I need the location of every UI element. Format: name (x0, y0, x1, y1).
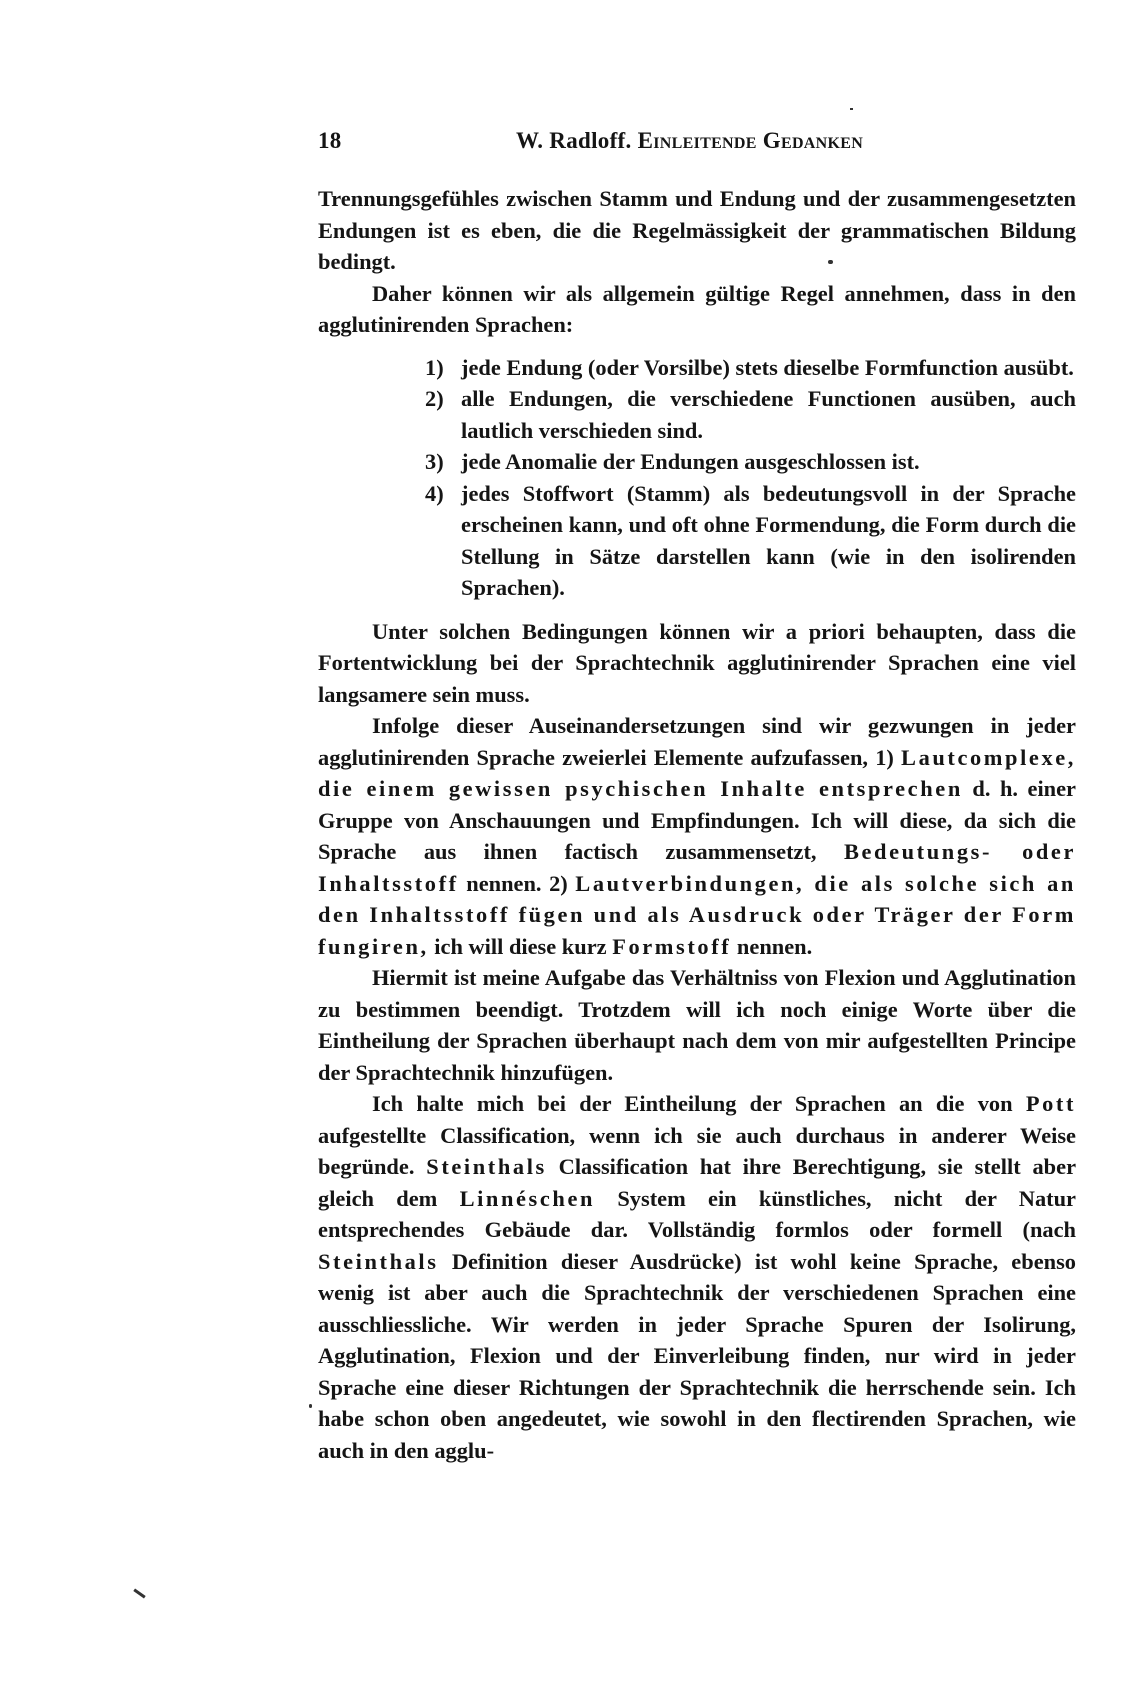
list-number: 3) (425, 449, 444, 474)
page-number: 18 (318, 128, 342, 153)
spaced-term: Lautverbindungen, die als solche sich an den Inhaltsstoff fügen und als Ausdruck oder Träger der Form fungiren, (318, 870, 1076, 959)
text-run: Infolge dieser Auseinandersetzungen sind wir gezwungen in jeder agglutinirenden Sprache zweierlei Elemente aufzufassen, 1) (318, 713, 1076, 770)
scan-speck (309, 1404, 312, 1408)
list-item (318, 383, 1076, 446)
list-item (318, 478, 1076, 604)
list-text: jedes Stoffwort (Stamm) als bedeutungsvoll in der Sprache erscheinen kann, und oft ohne Formendung, die Form durch die Stellung in Sätze darstellen kann (wie in den isolirenden Sprachen). (461, 480, 1076, 600)
spaced-term: Bedeutungs- oder Inhaltsstoff (318, 839, 1076, 896)
scan-speck (828, 260, 833, 264)
spaced-name: Steinthals (318, 1248, 439, 1274)
list-text: jede Endung (oder Vorsilbe) stets dieselbe Formfunction ausübt. (461, 354, 1074, 380)
list-text: jede Anomalie der Endungen ausgeschlossen ist. (461, 449, 920, 474)
text-run: nennen. 2) (458, 870, 576, 896)
text-run: d. h. einer Gruppe von Anschauungen und Empfindungen. Ich will diese, da sich die Sprache aus ihnen factisch zusammensetzt, (318, 776, 1076, 864)
list-item (318, 446, 1076, 478)
rules-list (318, 352, 1076, 604)
header-section-title: Einleitende Gedanken (637, 128, 864, 153)
list-number: 2) (425, 386, 444, 411)
paragraph-2: Daher können wir als allgemein gültige Regel annehmen, dass in den agglutinirenden Sprachen: (318, 280, 1076, 337)
text-run: Classification hat ihre Berechtigung, sie stellt aber gleich dem (318, 1154, 1077, 1211)
paragraph-6 (318, 1088, 1076, 1466)
spaced-name: Steinthals (426, 1154, 547, 1179)
text-run: Ich halte mich bei der Eintheilung der Sprachen an die von (372, 1091, 1026, 1116)
body-text (318, 183, 1076, 1466)
spaced-name: Pott (1025, 1091, 1076, 1116)
list-number: 4) (425, 480, 444, 506)
list-item (318, 352, 1076, 384)
paragraph-3: Unter solchen Bedingungen können wir a priori behaupten, dass die Fortentwicklung bei der Sprachtechnik agglutinirender Sprachen eine viel langsamere sein muss. (318, 618, 1076, 707)
header-author: W. Radloff. (516, 128, 632, 153)
paragraph-5: Hiermit ist meine Aufgabe das Verhältniss von Flexion und Agglutination zu bestimmen beendigt. Trotzdem will ich noch einige Worte über die Eintheilung der Sprachen überhaupt nach dem von mir aufgestellten Principe der Sprachtechnik hinzufügen. (318, 965, 1076, 1085)
spaced-term: Lautcomplexe, die einem gewissen psychischen Inhalte entsprechen (318, 744, 1076, 801)
scan-mark (133, 1589, 145, 1599)
scan-speck (850, 108, 853, 110)
paragraph-1: Trennungsgefühles zwischen Stamm und Endung und der zusammengesetzten Endungen ist es eben, die die Regelmässigkeit der grammatischen Bildung bedingt. (318, 186, 1076, 274)
text-run: System ein künstliches, nicht der Natur entsprechendes Gebäude dar. Vollständig formlos oder formell (nach (318, 1185, 1076, 1242)
text-run: aufgestellte Classification, wenn ich sie auch durchaus in anderer Weise begründe. (318, 1122, 1076, 1179)
spaced-name: Linnéschen (459, 1185, 596, 1211)
running-head (318, 128, 1078, 160)
list-text: alle Endungen, die verschiedene Functionen ausüben, auch lautlich verschieden sind. (461, 386, 1076, 443)
paragraph-4 (318, 710, 1076, 962)
spaced-term: Formstoff (612, 933, 732, 959)
list-number: 1) (425, 354, 444, 380)
text-run: Definition dieser Ausdrücke) ist wohl keine Sprache, ebenso wenig ist aber auch die Sprachtechnik der verschiedenen Sprachen eine ausschliessliche. Wir werden in jeder Sprache Spuren der Isolirung, Agglutination, Flexion und der Einverleibung finden, nur wird in jeder Sprache eine dieser Richtungen der Sprachtechnik die herrschende sein. Ich habe schon oben angedeutet, wie sowohl in den flectirenden Sprachen, wie auch in den agglu- (318, 1248, 1076, 1463)
text-run: ich will diese kurz (428, 933, 613, 959)
header-title (516, 128, 863, 154)
text-run: nennen. (731, 933, 813, 959)
